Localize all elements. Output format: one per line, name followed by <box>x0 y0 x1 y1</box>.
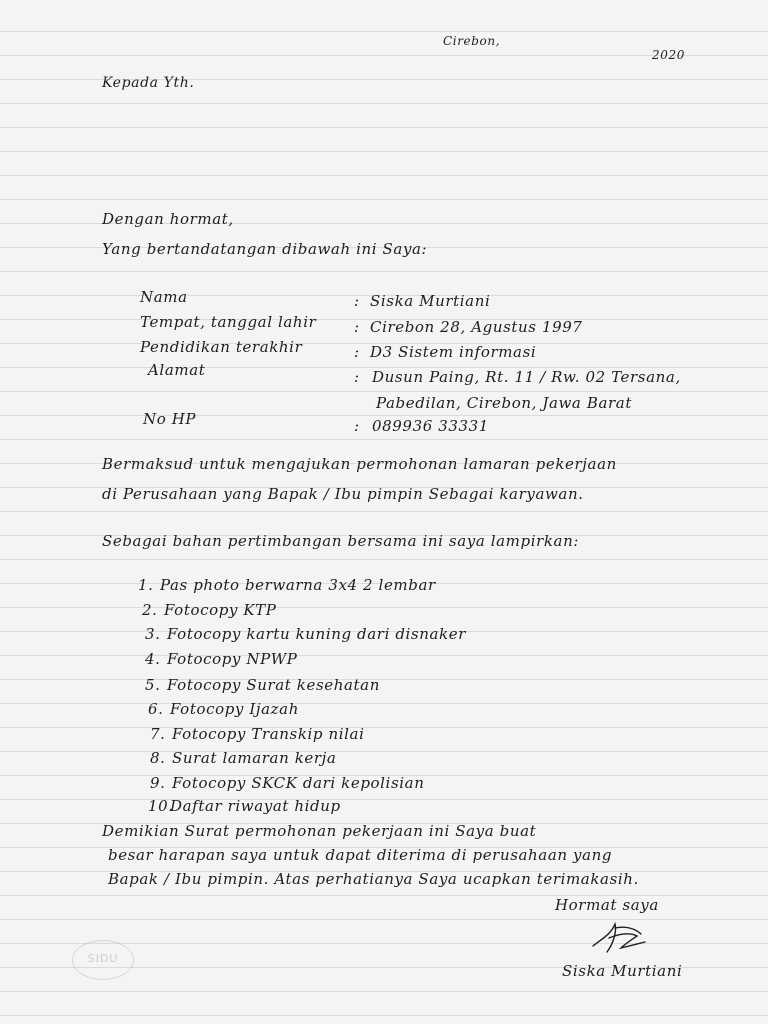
list-number: 1. <box>138 576 154 594</box>
identity-colon: : <box>354 343 360 361</box>
list-item <box>148 700 299 718</box>
stamp-watermark <box>72 940 134 980</box>
identity-value-address: Dusun Paing, Rt. 11 / Rw. 02 Tersana, <box>372 368 681 386</box>
identity-label-phone: No HP <box>143 410 197 428</box>
list-item <box>145 676 380 694</box>
list-text: Fotocopy SKCK dari kepolisian <box>172 774 425 792</box>
list-item <box>142 601 276 619</box>
year: 2020 <box>652 48 685 62</box>
list-number: 9. <box>150 774 166 792</box>
list-number: 8. <box>150 749 166 767</box>
purpose-line: di Perusahaan yang Bapak / Ibu pimpin Sebagai karyawan. <box>102 485 584 503</box>
signoff: Hormat saya <box>555 896 659 914</box>
identity-colon: : <box>354 417 360 435</box>
list-number: 10. <box>148 797 174 815</box>
list-text: Fotocopy Surat kesehatan <box>167 676 380 694</box>
list-text: Fotocopy kartu kuning dari disnaker <box>167 625 466 643</box>
list-text: Fotocopy KTP <box>164 601 277 619</box>
identity-colon: : <box>354 318 360 336</box>
identity-label-birth: Tempat, tanggal lahir <box>140 313 317 331</box>
list-number: 4. <box>145 650 161 668</box>
list-item <box>148 797 341 815</box>
recipient: Kepada Yth. <box>102 75 195 91</box>
list-number: 5. <box>145 676 161 694</box>
identity-value-phone: 089936 33331 <box>372 417 489 435</box>
closing-line: Demikian Surat permohonan pekerjaan ini Saya buat <box>102 822 537 840</box>
list-number: 6. <box>148 700 164 718</box>
identity-value-address-line2: Pabedilan, Cirebon, Jawa Barat <box>376 394 632 412</box>
attachments-intro: Sebagai bahan pertimbangan bersama ini saya lampirkan: <box>102 532 580 550</box>
identity-value-birth: Cirebon 28, Agustus 1997 <box>370 318 583 336</box>
signature-icon <box>585 918 655 962</box>
list-number: 7. <box>150 725 166 743</box>
list-item <box>150 725 364 743</box>
list-text: Fotocopy Transkip nilai <box>172 725 365 743</box>
list-item <box>145 650 297 668</box>
list-text: Daftar riwayat hidup <box>170 797 341 815</box>
list-text: Pas photo berwarna 3x4 2 lembar <box>160 576 436 594</box>
identity-colon: : <box>354 368 360 386</box>
list-text: Fotocopy NPWP <box>167 650 298 668</box>
identity-value-education: D3 Sistem informasi <box>370 343 537 361</box>
closing-line: besar harapan saya untuk dapat diterima di perusahaan yang <box>108 846 613 864</box>
list-text: Fotocopy Ijazah <box>170 700 299 718</box>
purpose-line: Bermaksud untuk mengajukan permohonan lamaran pekerjaan <box>102 455 617 473</box>
city: Cirebon, <box>443 34 501 48</box>
list-text: Surat lamaran kerja <box>172 749 337 767</box>
list-number: 3. <box>145 625 161 643</box>
identity-label-name: Nama <box>140 288 188 306</box>
greeting: Dengan hormat, <box>102 210 234 228</box>
identity-label-education: Pendidikan terakhir <box>140 338 303 356</box>
identity-colon: : <box>354 292 360 310</box>
intro: Yang bertandatangan dibawah ini Saya: <box>102 240 428 258</box>
stamp-text: SIDU <box>87 952 119 965</box>
list-item <box>138 576 436 594</box>
list-item <box>150 749 336 767</box>
signature-name: Siska Murtiani <box>562 962 683 980</box>
identity-value-name: Siska Murtiani <box>370 292 491 310</box>
list-item <box>145 625 466 643</box>
list-item <box>150 774 424 792</box>
identity-label-address: Alamat <box>148 361 206 379</box>
closing-line: Bapak / Ibu pimpin. Atas perhatianya Saya ucapkan terimakasih. <box>108 870 639 888</box>
list-number: 2. <box>142 601 158 619</box>
